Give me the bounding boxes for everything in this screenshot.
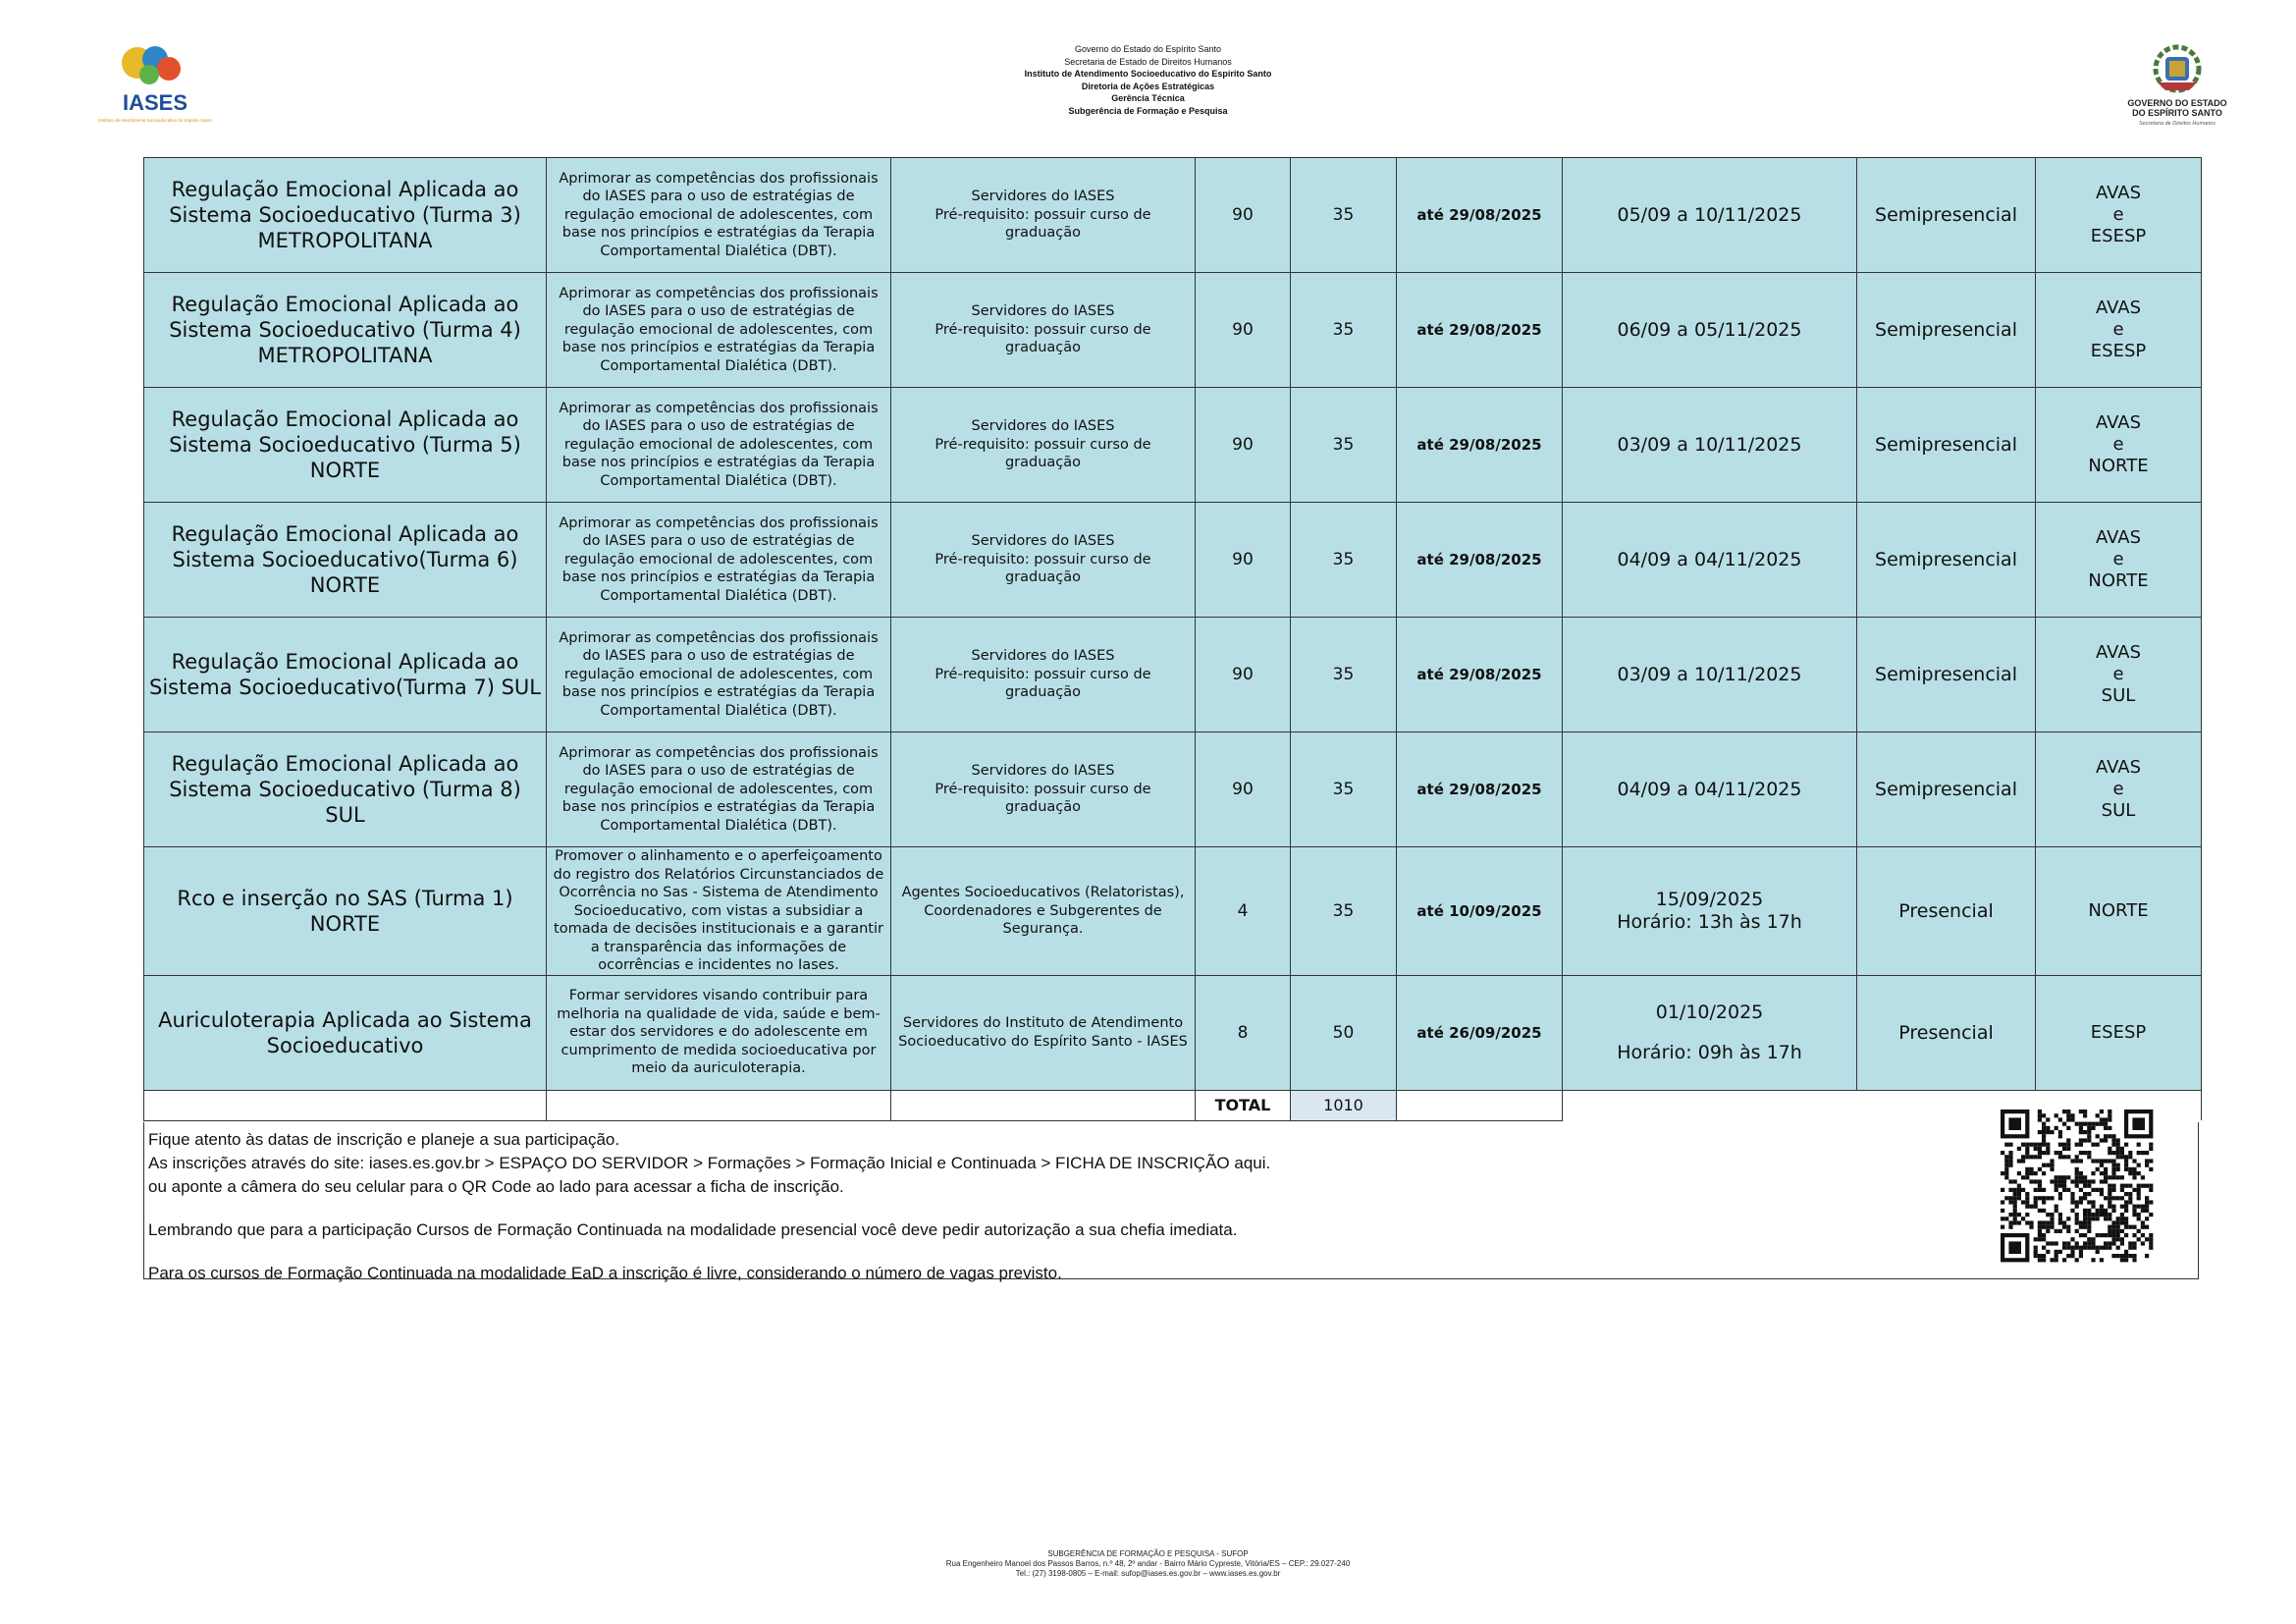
course-vacancies [1291, 975, 1397, 1090]
course-hours-text: 8 [1237, 1022, 1249, 1043]
course-objective [547, 618, 891, 732]
course-objective [547, 847, 891, 976]
course-location-text: ESESP [2090, 341, 2147, 361]
course-name-text: Regulação Emocional Aplicada ao Sistema Socioeducativo (Turma 8) SUL [169, 752, 521, 827]
course-location-text: NORTE [2088, 570, 2149, 591]
course-location-text: e [2112, 319, 2124, 340]
course-hours-text: 90 [1232, 780, 1254, 799]
course-registration-text: até 29/08/2025 [1416, 206, 1542, 224]
course-name [144, 847, 547, 976]
course-modality [1857, 503, 2036, 618]
course-modality [1857, 975, 2036, 1090]
course-period-text: 03/09 a 10/11/2025 [1617, 433, 1802, 456]
course-location-text: AVAS [2095, 298, 2142, 318]
course-hours-text: 90 [1232, 320, 1254, 340]
course-hours [1196, 388, 1291, 503]
course-audience-text: Pré-requisito: possuir curso de graduação [934, 206, 1151, 242]
course-objective [547, 158, 891, 273]
header-line: Governo do Estado do Espírito Santo [1074, 44, 1222, 54]
total-row [144, 1090, 2202, 1120]
course-objective-text: Aprimorar as competências dos profissionais do IASES para o uso de estratégias de regulação emocional de adolescentes, com base nos princípios e estratégias da Terapia Comportamental Dialética (DBT). [559, 170, 879, 259]
footer-line: Rua Engenheiro Manoel dos Passos Barros, n.º 48, 2º andar - Bairro Mário Cypreste, Vitória/ES – CEP.: 29.027-240 [945, 1559, 1351, 1568]
course-modality [1857, 732, 2036, 847]
course-objective-text: Aprimorar as competências dos profissionais do IASES para o uso de estratégias de regulação emocional de adolescentes, com base nos princípios e estratégias da Terapia Comportamental Dialética (DBT). [559, 514, 879, 604]
course-location-text: AVAS [2095, 642, 2142, 663]
course-vacancies [1291, 503, 1397, 618]
course-vacancies-text: 35 [1332, 205, 1355, 225]
footer-line: SUBGERÊNCIA DE FORMAÇÃO E PESQUISA - SUFOP [1047, 1549, 1249, 1558]
course-registration [1397, 847, 1563, 976]
course-period-text: 01/10/2025 [1655, 1001, 1764, 1023]
course-name-text: Auriculoterapia Aplicada ao Sistema Socioeducativo [158, 1007, 532, 1057]
course-registration-text: até 29/08/2025 [1416, 436, 1542, 454]
course-objective [547, 273, 891, 388]
course-vacancies-text: 35 [1332, 665, 1355, 684]
courses-table [143, 157, 2202, 1121]
course-modality-text: Presencial [1898, 1021, 1994, 1044]
course-vacancies [1291, 732, 1397, 847]
course-location [2036, 975, 2202, 1090]
course-audience [891, 847, 1196, 976]
header-line: Subgerência de Formação e Pesquisa [1068, 105, 1228, 116]
course-name-text: Regulação Emocional Aplicada ao Sistema Socioeducativo(Turma 7) SUL [148, 650, 542, 699]
course-objective [547, 732, 891, 847]
notes-box [143, 1122, 2199, 1282]
course-location-text: e [2112, 664, 2124, 684]
course-period-text: 04/09 a 04/11/2025 [1617, 548, 1802, 570]
course-location-text: NORTE [2088, 899, 2149, 921]
document-footer [0, 1549, 2296, 1579]
course-modality [1857, 618, 2036, 732]
course-location-text: e [2112, 204, 2124, 225]
course-audience-text: Servidores do IASES [971, 533, 1115, 550]
course-modality [1857, 158, 2036, 273]
course-registration [1397, 732, 1563, 847]
iases-logo-text: IASES [122, 90, 188, 115]
course-row [144, 618, 2202, 732]
total-value: 1010 [1291, 1090, 1397, 1120]
course-location-text: AVAS [2095, 757, 2142, 778]
course-name [144, 503, 547, 618]
course-name [144, 975, 547, 1090]
course-row [144, 975, 2202, 1090]
course-audience [891, 618, 1196, 732]
header-line: Gerência Técnica [1111, 93, 1185, 103]
course-hours [1196, 273, 1291, 388]
note-line: As inscrições através do site: iases.es.gov.br > ESPAÇO DO SERVIDOR > Formações > Formação Inicial e Continuada > FICHA DE INSCRIÇÃO aqui. [148, 1154, 1271, 1172]
course-period [1563, 158, 1857, 273]
course-objective [547, 503, 891, 618]
course-vacancies-text: 35 [1332, 550, 1355, 569]
course-period [1563, 503, 1857, 618]
footer-line: Tel.: (27) 3198-0805 – E-mail: sufop@iases.es.gov.br – www.iases.es.gov.br [1015, 1569, 1281, 1578]
course-audience-text: Servidores do IASES [971, 189, 1115, 205]
course-period [1563, 975, 1857, 1090]
course-period-text: 15/09/2025 [1655, 888, 1764, 910]
course-audience-text: Servidores do IASES [971, 763, 1115, 780]
course-modality-text: Presencial [1898, 899, 1994, 922]
course-period-text: 05/09 a 10/11/2025 [1617, 203, 1802, 226]
course-location [2036, 158, 2202, 273]
course-location [2036, 503, 2202, 618]
course-audience [891, 273, 1196, 388]
course-objective [547, 388, 891, 503]
course-location-text: ESESP [2090, 1021, 2147, 1043]
course-period-text: 03/09 a 10/11/2025 [1617, 663, 1802, 685]
note-line: Para os cursos de Formação Continuada na modalidade EaD a inscrição é livre, considerando o número de vagas previsto. [148, 1264, 1062, 1282]
course-location-text: SUL [2101, 800, 2136, 821]
course-name-text: Regulação Emocional Aplicada ao Sistema Socioeducativo(Turma 6) NORTE [171, 522, 519, 597]
course-audience-text: Servidores do IASES [971, 648, 1115, 665]
course-audience-text: Servidores do IASES [971, 418, 1115, 435]
course-name [144, 732, 547, 847]
course-audience-text: Pré-requisito: possuir curso de graduação [934, 436, 1151, 471]
right-logo-text-1: GOVERNO DO ESTADO [2127, 98, 2227, 108]
course-objective-text: Aprimorar as competências dos profissionais do IASES para o uso de estratégias de regulação emocional de adolescentes, com base nos princípios e estratégias da Terapia Comportamental Dialética (DBT). [559, 285, 879, 374]
course-period-text: 04/09 a 04/11/2025 [1617, 778, 1802, 800]
course-hours-text: 90 [1232, 665, 1254, 684]
course-location [2036, 388, 2202, 503]
course-hours-text: 90 [1232, 435, 1254, 455]
course-name [144, 158, 547, 273]
course-audience-text: Pré-requisito: possuir curso de graduação [934, 551, 1151, 586]
course-row [144, 273, 2202, 388]
course-location [2036, 273, 2202, 388]
course-modality-text: Semipresencial [1875, 664, 2017, 685]
course-row [144, 847, 2202, 976]
course-audience [891, 158, 1196, 273]
course-registration-text: até 29/08/2025 [1416, 666, 1542, 683]
course-name-text: Rco e inserção no SAS (Turma 1) NORTE [177, 886, 513, 936]
course-modality-text: Semipresencial [1875, 549, 2017, 570]
course-audience-text: Pré-requisito: possuir curso de graduação [934, 321, 1151, 356]
right-logo-text-2: DO ESPÍRITO SANTO [2132, 108, 2222, 118]
course-location-text: ESESP [2090, 226, 2147, 246]
course-audience [891, 975, 1196, 1090]
course-name-text: Regulação Emocional Aplicada ao Sistema Socioeducativo (Turma 4) METROPOLITANA [169, 293, 521, 367]
course-registration-text: até 29/08/2025 [1416, 781, 1542, 798]
course-audience-text: Agentes Socioeducativos (Relatoristas), Coordenadores e Subgerentes de Segurança. [901, 885, 1185, 937]
course-modality-text: Semipresencial [1875, 434, 2017, 456]
course-period-text: Horário: 13h às 17h [1617, 910, 1802, 933]
course-modality-text: Semipresencial [1875, 319, 2017, 341]
course-audience-text: Servidores do IASES [971, 303, 1115, 320]
course-audience-text: Servidores do Instituto de Atendimento Socioeducativo do Espírito Santo - IASES [898, 1015, 1188, 1050]
course-vacancies [1291, 388, 1397, 503]
header-line: Diretoria de Ações Estratégicas [1081, 81, 1215, 91]
course-period-text: Horário: 09h às 17h [1617, 1041, 1802, 1063]
course-vacancies-text: 35 [1332, 900, 1355, 921]
course-modality [1857, 273, 2036, 388]
course-registration [1397, 273, 1563, 388]
course-period [1563, 388, 1857, 503]
course-modality [1857, 847, 2036, 976]
course-registration-text: até 10/09/2025 [1416, 901, 1542, 920]
course-objective [547, 975, 891, 1090]
course-hours-text: 90 [1232, 550, 1254, 569]
course-period-text: 06/09 a 05/11/2025 [1617, 318, 1802, 341]
course-objective-text: Aprimorar as competências dos profissionais do IASES para o uso de estratégias de regulação emocional de adolescentes, com base nos princípios e estratégias da Terapia Comportamental Dialética (DBT). [559, 744, 879, 834]
course-hours [1196, 158, 1291, 273]
course-hours [1196, 847, 1291, 976]
course-name [144, 618, 547, 732]
course-row [144, 388, 2202, 503]
course-row [144, 503, 2202, 618]
course-vacancies [1291, 273, 1397, 388]
course-location-text: NORTE [2088, 456, 2149, 476]
course-audience-text: Pré-requisito: possuir curso de graduação [934, 781, 1151, 816]
note-line: Fique atento às datas de inscrição e planeje a sua participação. [148, 1130, 620, 1149]
course-vacancies [1291, 618, 1397, 732]
course-vacancies-text: 35 [1332, 435, 1355, 455]
course-location-text: SUL [2101, 685, 2136, 706]
course-location [2036, 847, 2202, 976]
course-hours [1196, 503, 1291, 618]
header-line: Instituto de Atendimento Socioeducativo do Espírito Santo [1024, 69, 1272, 79]
note-line: Lembrando que para a participação Cursos de Formação Continuada na modalidade presencial você deve pedir autorização a sua chefia imediata. [148, 1220, 1238, 1239]
course-registration-text: até 26/09/2025 [1416, 1023, 1542, 1042]
course-name-text: Regulação Emocional Aplicada ao Sistema Socioeducativo (Turma 5) NORTE [169, 407, 521, 482]
total-label: TOTAL [1196, 1090, 1291, 1120]
course-location [2036, 732, 2202, 847]
course-audience [891, 503, 1196, 618]
course-location-text: e [2112, 779, 2124, 799]
course-row [144, 158, 2202, 273]
course-registration [1397, 503, 1563, 618]
state-coat-of-arms-icon [2128, 43, 2226, 134]
course-location-text: AVAS [2095, 527, 2142, 548]
course-hours [1196, 975, 1291, 1090]
course-location [2036, 618, 2202, 732]
course-registration [1397, 388, 1563, 503]
course-hours-text: 4 [1237, 900, 1249, 921]
course-vacancies-text: 35 [1332, 780, 1355, 799]
course-audience [891, 388, 1196, 503]
course-name-text: Regulação Emocional Aplicada ao Sistema Socioeducativo (Turma 3) METROPOLITANA [169, 178, 521, 252]
course-vacancies-text: 50 [1332, 1022, 1355, 1043]
course-audience-text: Pré-requisito: possuir curso de graduação [934, 666, 1151, 701]
course-location-text: e [2112, 434, 2124, 455]
course-period [1563, 618, 1857, 732]
course-registration-text: até 29/08/2025 [1416, 321, 1542, 339]
iases-logo-subtext: Instituto de Atendimento Socioeducativo do Espírito Santo [98, 118, 212, 123]
course-row [144, 732, 2202, 847]
course-registration [1397, 618, 1563, 732]
course-modality-text: Semipresencial [1875, 779, 2017, 800]
course-modality [1857, 388, 2036, 503]
course-registration [1397, 975, 1563, 1090]
course-location-text: AVAS [2095, 183, 2142, 203]
course-period [1563, 273, 1857, 388]
course-hours [1196, 618, 1291, 732]
course-vacancies-text: 35 [1332, 320, 1355, 340]
course-vacancies [1291, 158, 1397, 273]
course-objective-text: Formar servidores visando contribuir para melhoria na qualidade de vida, saúde e bem-estar dos servidores e do adolescente em cumprimento de medida socioeducativa por meio da auriculoterapia. [557, 988, 881, 1077]
course-registration-text: até 29/08/2025 [1416, 551, 1542, 568]
course-hours [1196, 732, 1291, 847]
course-objective-text: Aprimorar as competências dos profissionais do IASES para o uso de estratégias de regulação emocional de adolescentes, com base nos princípios e estratégias da Terapia Comportamental Dialética (DBT). [559, 629, 879, 719]
note-line: ou aponte a câmera do seu celular para o QR Code ao lado para acessar a ficha de inscrição. [148, 1177, 844, 1196]
header-line: Secretaria de Estado de Direitos Humanos [1064, 56, 1232, 67]
qr-code-icon[interactable] [1989, 1108, 2165, 1265]
course-audience [891, 732, 1196, 847]
course-registration [1397, 158, 1563, 273]
course-period [1563, 732, 1857, 847]
document-header [0, 43, 2296, 117]
course-location-text: AVAS [2095, 412, 2142, 433]
course-period [1563, 847, 1857, 976]
course-name [144, 273, 547, 388]
right-logo-text-3: Secretaria de Direitos Humanos [2139, 121, 2216, 127]
course-objective-text: Aprimorar as competências dos profissionais do IASES para o uso de estratégias de regulação emocional de adolescentes, com base nos princípios e estratégias da Terapia Comportamental Dialética (DBT). [559, 400, 879, 489]
course-modality-text: Semipresencial [1875, 204, 2017, 226]
course-hours-text: 90 [1232, 205, 1254, 225]
course-name [144, 388, 547, 503]
course-objective-text: Promover o alinhamento e o aperfeiçoamento do registro dos Relatórios Circunstanciados de Ocorrência no Sas - Sistema de Atendimento Socioeducativo, com vistas a subsidiar a tomada de decisões institucionais e a garantir a transparência das informações de ocorrências e incidentes no Iases. [553, 848, 884, 973]
course-location-text: e [2112, 549, 2124, 569]
course-vacancies [1291, 847, 1397, 976]
